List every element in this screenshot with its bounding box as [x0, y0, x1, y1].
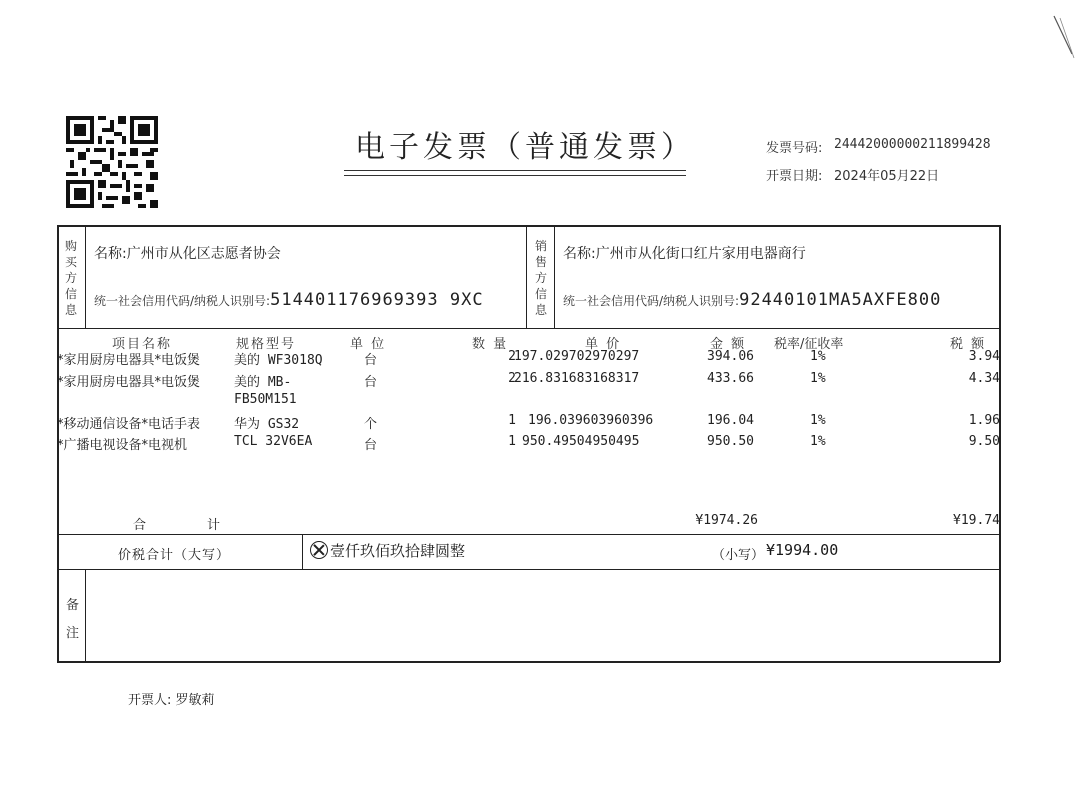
header-tax: 税 额: [950, 337, 987, 352]
header-amount: 金 额: [710, 337, 747, 352]
seller-code-label: 统一社会信用代码/纳税人识别号:: [563, 294, 740, 308]
remarks-label-1: 备: [66, 598, 80, 613]
row-spec: 美的 WF3018Q: [234, 353, 323, 368]
frame-top: [57, 225, 1000, 227]
items-section-divider: [57, 534, 1000, 535]
header-price: 单 价: [585, 337, 622, 352]
party-middle-divider: [526, 225, 527, 328]
row-unit: 台: [364, 353, 378, 368]
row-qty: 1: [508, 413, 516, 428]
seller-name: [563, 243, 806, 263]
invoice-date: 2024年05月22日: [834, 169, 940, 184]
seller-name-value: 广州市从化街口红片家用电器商行: [595, 246, 806, 262]
header-unit: 单 位: [350, 337, 387, 352]
party-section-divider: [57, 328, 1000, 329]
row-price: 950.49504950495: [522, 434, 640, 449]
buyer-side-divider: [85, 225, 86, 328]
seller-name-label: 名称:: [563, 246, 596, 262]
buyer-code-value: 514401176969393 9XC: [270, 290, 484, 310]
header-item-name: 项目名称: [112, 337, 173, 352]
corner-mark-icon: [1052, 14, 1076, 60]
row-amount: 950.50: [707, 434, 754, 449]
row-unit: 个: [364, 417, 378, 432]
header-qty: 数 量: [472, 337, 509, 352]
invoice-title: 电子发票（普通发票）: [355, 130, 695, 165]
grand-total-label: 价税合计（大写）: [118, 548, 231, 563]
row-qty: 2: [508, 349, 516, 364]
total-tax: ¥19.74: [953, 513, 1000, 528]
total-section-divider: [57, 569, 1000, 570]
row-rate: 1%: [810, 413, 826, 428]
remarks-side-divider: [85, 569, 86, 662]
row-unit: 台: [364, 375, 378, 390]
issuer-label: 开票人:: [128, 693, 172, 708]
header-spec: 规格型号: [236, 337, 297, 352]
buyer-name-label: 名称:: [94, 246, 127, 262]
row-rate: 1%: [810, 371, 826, 386]
row-tax: 3.94: [968, 349, 1000, 364]
row-amount: 433.66: [707, 371, 754, 386]
row-price: 196.039603960396: [528, 413, 654, 428]
row-item: *家用厨房电器具*电饭煲: [57, 353, 201, 368]
buyer-code-label: 统一社会信用代码/纳税人识别号:: [94, 294, 271, 308]
row-amount: 196.04: [707, 413, 754, 428]
invoice-number-label: 发票号码:: [766, 141, 823, 156]
row-tax: 1.96: [968, 413, 1000, 428]
invoice-date-label: 开票日期:: [766, 169, 823, 184]
grand-total-small-value: ¥1994.00: [766, 541, 839, 559]
total-label-2: 计: [207, 518, 221, 533]
row-spec: 美的 MB-: [234, 375, 292, 390]
qr-code-icon: [66, 116, 158, 208]
row-item: *广播电视设备*电视机: [57, 438, 188, 453]
row-spec-continued: FB50M151: [234, 392, 297, 407]
grand-total-small-label: （小写）: [712, 548, 765, 563]
row-unit: 台: [364, 438, 378, 453]
circle-x-icon: [310, 541, 328, 559]
row-spec: TCL 32V6EA: [234, 434, 313, 449]
row-qty: 1: [508, 434, 516, 449]
row-price: 216.831683168317: [514, 371, 640, 386]
seller-code: [563, 290, 941, 310]
total-amount: ¥1974.26: [695, 513, 758, 528]
row-item: *家用厨房电器具*电饭煲: [57, 375, 201, 390]
grand-total-words: [310, 540, 465, 561]
seller-side-divider: [554, 225, 555, 328]
row-spec: 华为 GS32: [234, 417, 300, 432]
header-tax-rate: 税率/征收率: [774, 337, 844, 352]
buyer-side-label: 购 买 方 信 息: [64, 239, 77, 317]
buyer-code: [94, 290, 484, 310]
row-rate: 1%: [810, 349, 826, 364]
total-label-1: 合: [133, 518, 147, 533]
row-item: *移动通信设备*电话手表: [57, 417, 201, 432]
row-qty: 2: [508, 371, 516, 386]
grand-total-words-value: 壹仟玖佰玖拾肆圆整: [330, 542, 466, 560]
buyer-name: [94, 243, 281, 263]
row-amount: 394.06: [707, 349, 754, 364]
issuer: [128, 689, 215, 708]
row-rate: 1%: [810, 434, 826, 449]
row-price: 197.029702970297: [514, 349, 640, 364]
seller-code-value: 92440101MA5AXFE800: [739, 290, 942, 310]
title-underline-2: [344, 175, 686, 176]
issuer-name: 罗敏莉: [175, 693, 215, 708]
frame-bottom: [57, 661, 1000, 663]
invoice-number: 24442000000211899428: [834, 137, 991, 152]
title-underline-1: [344, 170, 686, 171]
grand-total-divider: [302, 534, 303, 569]
row-tax: 4.34: [968, 371, 1000, 386]
seller-side-label: 销 售 方 信 息: [534, 239, 547, 317]
buyer-name-value: 广州市从化区志愿者协会: [126, 246, 281, 262]
remarks-area: [88, 572, 996, 658]
remarks-label-2: 注: [66, 626, 80, 641]
row-tax: 9.50: [968, 434, 1000, 449]
